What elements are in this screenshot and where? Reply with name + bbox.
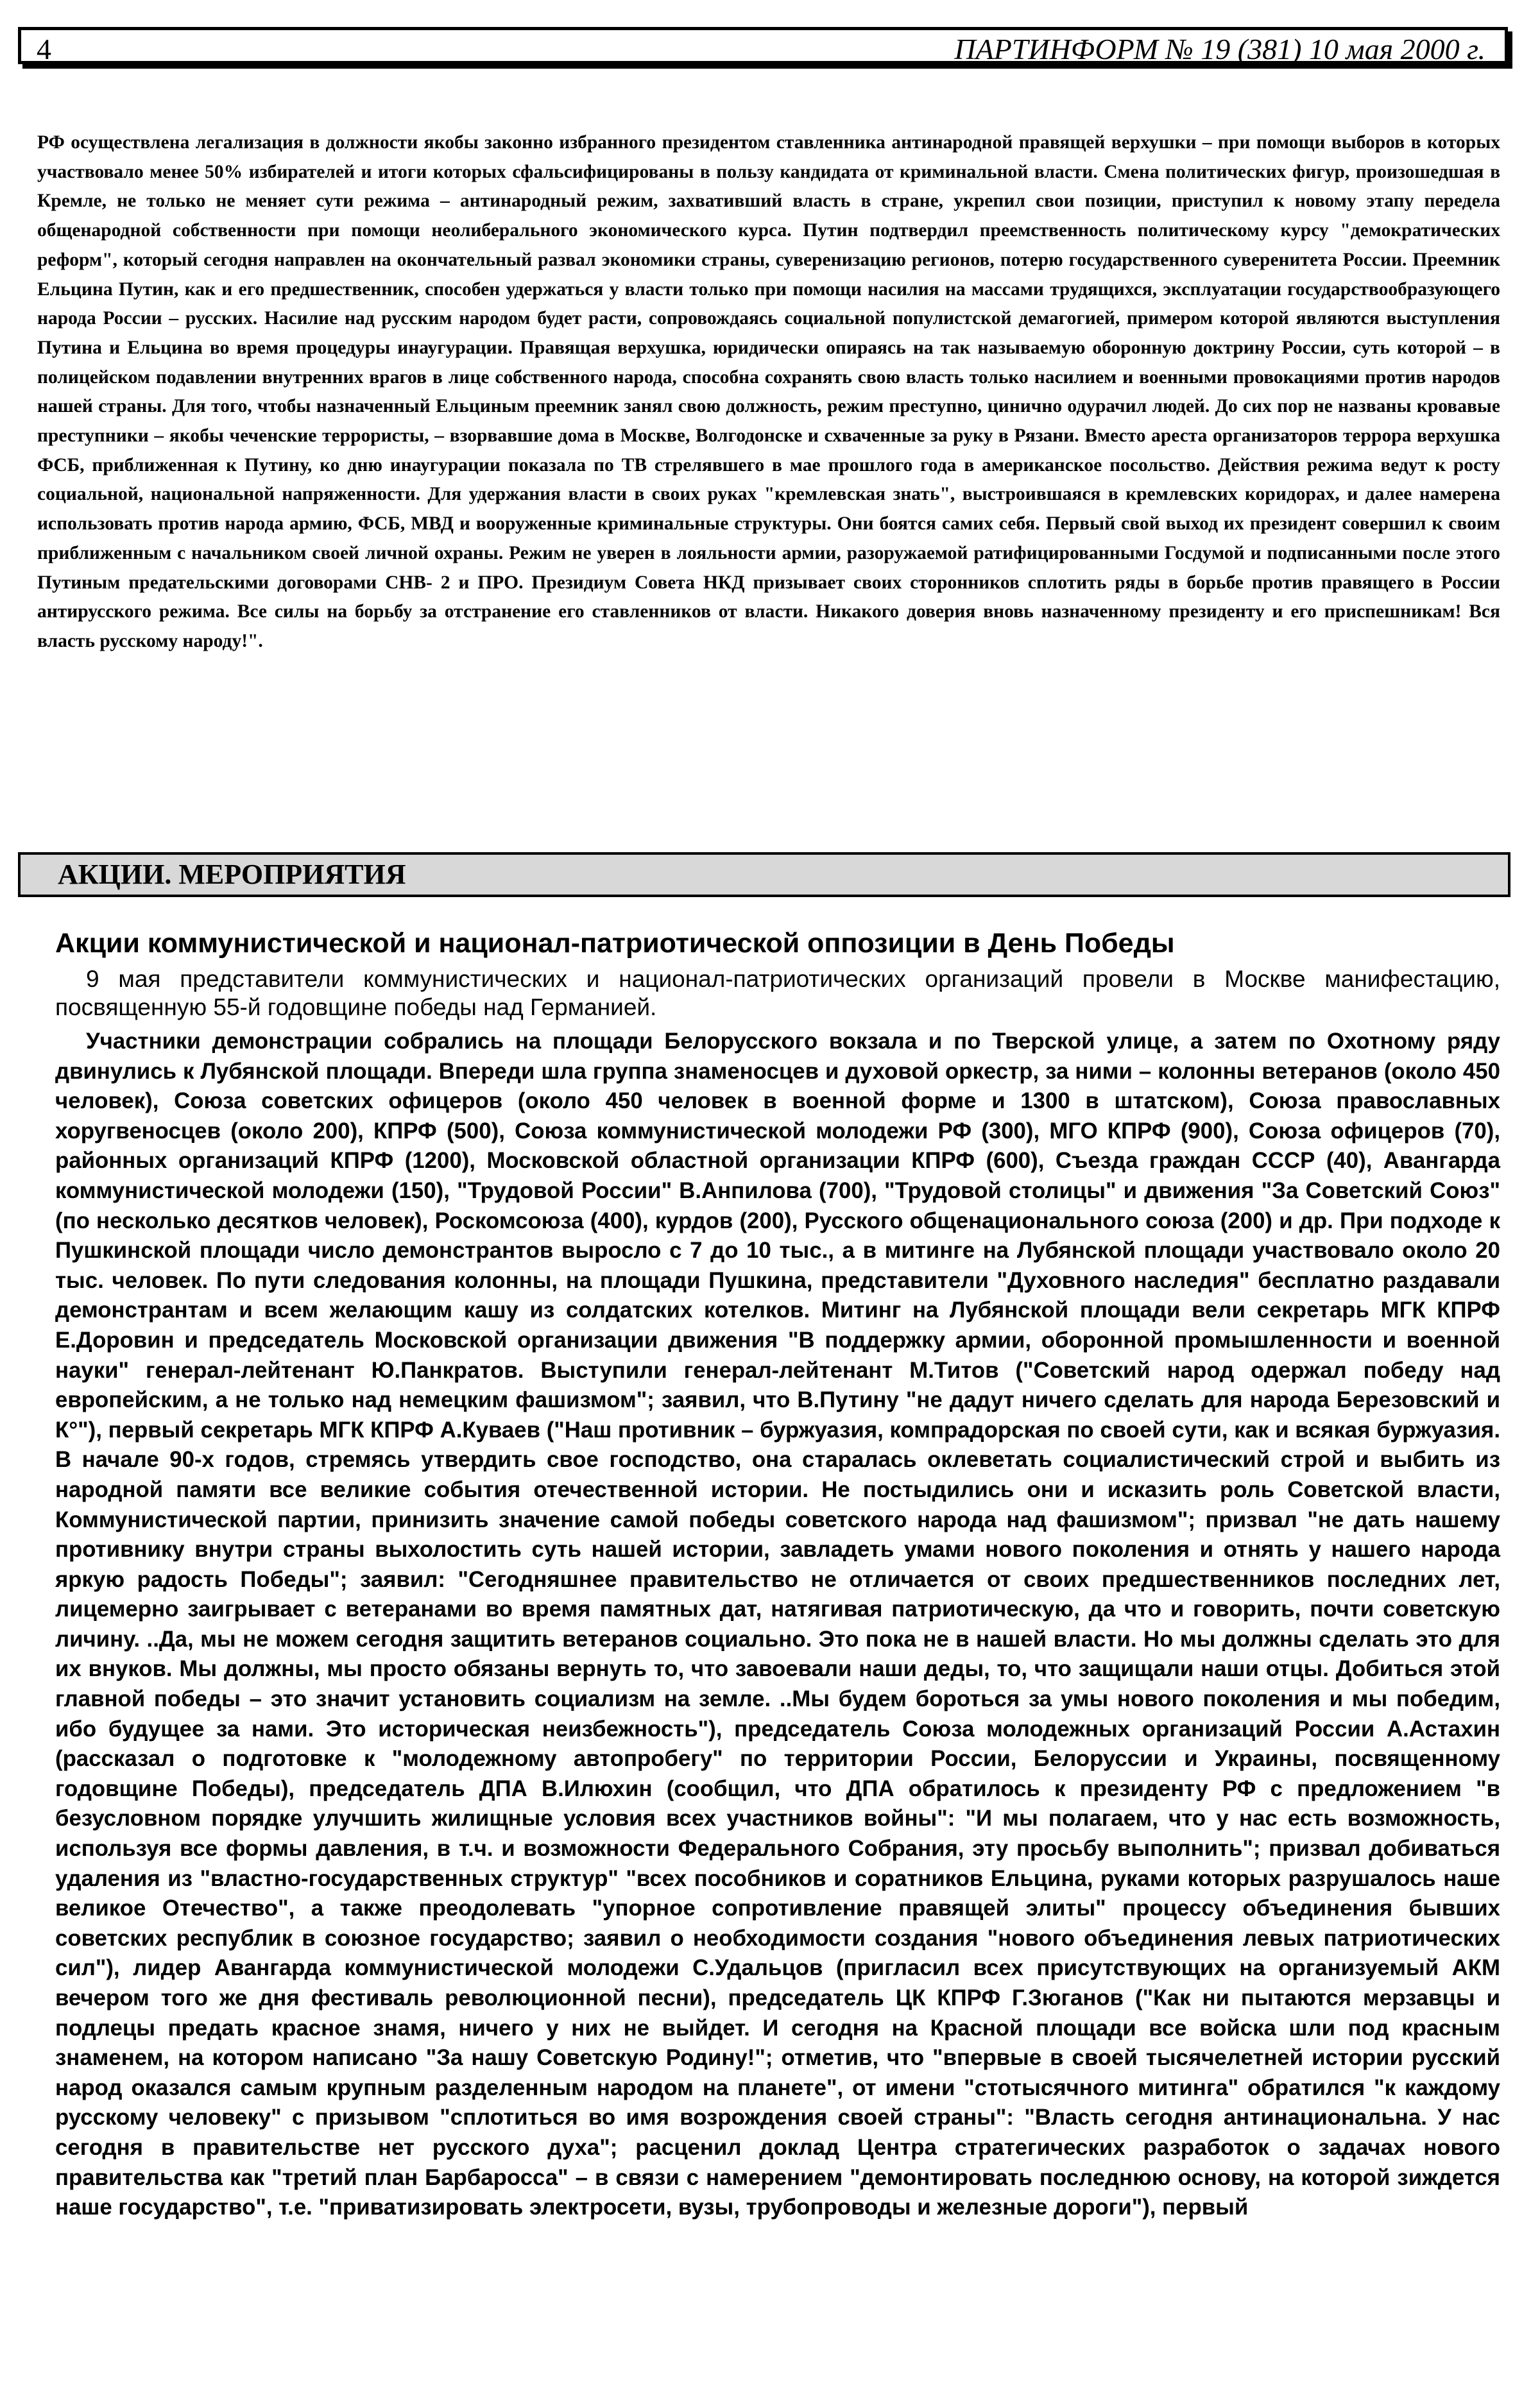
intro-paragraph: РФ осуществлена легализация в должности якобы законно избранного президентом ставленника антинародной правящей верхушки – при помощи выборов в которых участвовало менее 50% избирателей и итоги которых сфальсифицированы в пользу кандидата от криминальной власти. Смена политических фигур, произошедшая в Кремле, не только не меняет сути режима – антинародный режим, захвативший власть в стране, укрепил свои позиции, приступил к новому этапу передела общенародной собственности при помощи неолиберального экономического курса. Путин подтвердил преемственность политическому курсу "демократических реформ", который сегодня направлен на окончательный развал экономики страны, суверенизацию регионов, потерю государственного суверенитета России. Преемник Ельцина Путин, как и его предшественник, способен удержаться у власти только при помощи насилия на массами трудящихся, эксплуатации государствообразующего народа России – русских. Насилие над русским народом будет расти, сопровождаясь социальной популистской демагогией, примером которой являются выступления Путина и Ельцина во время процедуры инаугурации. Правящая верхушка, юридически опираясь на так называемую оборонную доктрину России, суть которой – в полицейском подавлении внутренних врагов в лице собственного народа, способна сохранять свою власть только насилием и военными провокациями против народов нашей страны. Для того, чтобы назначенный Ельциным преемник занял свою должность, режим преступно, цинично одурачил людей. До сих пор не названы кровавые преступники – якобы чеченские террористы, – взорвавшие дома в Москве, Волгодонске и схваченные за руку в Рязани. Вместо ареста организаторов террора верхушка ФСБ, приближенная к Путину, ко дню инаугурации показала по ТВ стрелявшего в мае прошлого года в американское посольство. Действия режима ведут к росту социальной, национальной напряженности. Для удержания власти в своих руках "кремлевская знать", выстроившаяся в кремлевских коридорах, и далее намерена использовать против народа армию, ФСБ, МВД и вооруженные криминальные структуры. Они боятся самих себя. Первый свой выход их президент совершил к своим приближенным с начальником своей личной охраны. Режим не уверен в лояльности армии, разоружаемой ратифицированными Госдумой и подписанными после этого Путиным предательскими договорами СНВ- 2 и ПРО. Президиум Совета НКД призывает своих сторонников сплотить ряды в борьбе против правящего в России антирусского режима. Все силы на борьбу за отстранение его ставленников от власти. Никакого доверия вновь назначенному президенту и его приспешникам! Вся власть русскому народу!". <box>37 132 1500 651</box>
page-header <box>18 27 1508 64</box>
article-title: Акции коммунистической и национал-патриотической оппозиции в День Победы <box>55 928 1175 959</box>
issue-line: ПАРТИНФОРМ № 19 (381) 10 мая 2000 г. <box>954 33 1485 65</box>
page-number: 4 <box>37 33 51 65</box>
article-lead: 9 мая представители коммунистических и национал-патриотических организаций провели в Москве манифестацию, посвященную 55-й годовщине победы над Германией. <box>55 966 1500 1020</box>
section-heading: АКЦИИ. МЕРОПРИЯТИЯ <box>18 852 1510 897</box>
article-body: Участники демонстрации собрались на площади Белорусского вокзала и по Тверской улице, а затем по Охотному ряду двинулись к Лубянской площади. Впереди шла группа знаменосцев и духовой оркестр, за ними – колонны ветеранов (около 450 человек), Союза советских офицеров (около 450 человек в военной форме и 1300 в штатском), Союза православных хоругвеносцев (около 200), КПРФ (500), Союза коммунистической молодежи РФ (300), МГО КПРФ (900), Союза офицеров (70), районных организаций КПРФ (1200), Московской областной организации КПРФ (600), Съезда граждан СССР (40), Авангарда коммунистической молодежи (150), "Трудовой России" В.Анпилова (700), "Трудовой столицы" и движения "За Советский Союз" (по несколько десятков человек), Роскомсоюза (400), курдов (200), Русского общенационального союза (200) и др. При подходе к Пушкинской площади число демонстрантов выросло с 7 до 10 тыс., а в митинге на Лубянской площади участвовало около 20 тыс. человек. По пути следования колонны, на площади Пушкина, представители "Духовного наследия" бесплатно раздавали демонстрантам и всем желающим кашу из солдатских котелков. Митинг на Лубянской площади вели секретарь МГК КПРФ Е.Доровин и председатель Московской организации движения "В поддержку армии, оборонной промышленности и военной науки" генерал-лейтенант Ю.Панкратов. Выступили генерал-лейтенант М.Титов ("Советский народ одержал победу над европейским, а не только над немецким фашизмом"; заявил, что В.Путину "не дадут ничего сделать для народа Березовский и К°"), первый секретарь МГК КПРФ А.Куваев ("Наш противник – буржуазия, компрадорская по своей сути, как и всякая буржуазия. В начале 90-х годов, стремясь утвердить свое господство, она старалась оклеветать социалистический строй и выбить из народной памяти все великие события отечественной истории. Не постыдились они и исказить роль Советской власти, Коммунистической партии, принизить значение самой победы советского народа над фашизмом"; призвал "не дать нашему противнику внутри страны выхолостить суть нашей истории, завладеть умами нового поколения и отнять у нашего народа яркую радость Победы"; заявил: "Сегодняшнее правительство не отличается от своих предшественников последних лет, лицемерно заигрывает с ветеранами во время памятных дат, натягивая патриотическую, да что и говорить, почти советскую личину. ..Да, мы не можем сегодня защитить ветеранов социально. Это пока не в нашей власти. Но мы должны сделать это для их внуков. Мы должны, мы просто обязаны вернуть то, что завоевали наши деды, то, что защищали наши отцы. Добиться этой главной победы – это значит установить социализм на земле. ..Мы будем бороться за умы нового поколения и мы победим, ибо будущее за нами. Это историческая неизбежность"), председатель Союза молодежных организаций России А.Астахин (рассказал о подготовке к "молодежному автопробегу" по территории России, Белоруссии и Украины, посвященному годовщине Победы), председатель ДПА В.Илюхин (сообщил, что ДПА обратилось к президенту РФ с предложением "в безусловном порядке улучшить жилищные условия всех участников войны": "И мы полагаем, что у нас есть возможность, используя все формы давления, в т.ч. и возможности Федерального Собрания, эту просьбу выполнить"; призвал добиваться удаления из "властно-государственных структур" "всех пособников и соратников Ельцина, руками которых разрушалось наше великое Отечество", а также преодолевать "упорное сопротивление правящей элиты" процессу объединения бывших советских республик в союзное государство; заявил о необходимости создания "нового объединения левых патриотических сил"), лидер Авангарда коммунистической молодежи С.Удальцов (пригласил всех присутствующих на организуемый АКМ вечером того же дня фестиваль революционной песни), председатель ЦК КПРФ Г.Зюганов ("Как ни пытаются мерзавцы и подлецы предать красное знамя, ничего у них не выйдет. И сегодня на Красной площади все войска шли под красным знаменем, на котором написано "За нашу Советскую Родину!"; отметив, что "впервые в своей тысячелетней истории русский народ оказался самым крупным разделенным народом на планете", от имени "стотысячного митинга" обратился "к каждому русскому человеку" с призывом "сплотиться во имя возрождения своей страны": "Власть сегодня антинациональна. У нас сегодня в правительстве нет русского духа"; расценил доклад Центра стратегических разработок о задачах нового правительства как "третий план Барбаросса" – в связи с намерением "демонтировать последнюю основу, на которой зиждется наше государство", т.е. "приватизировать электросети, вузы, трубопроводы и железные дороги"), первый <box>55 1029 1500 2220</box>
